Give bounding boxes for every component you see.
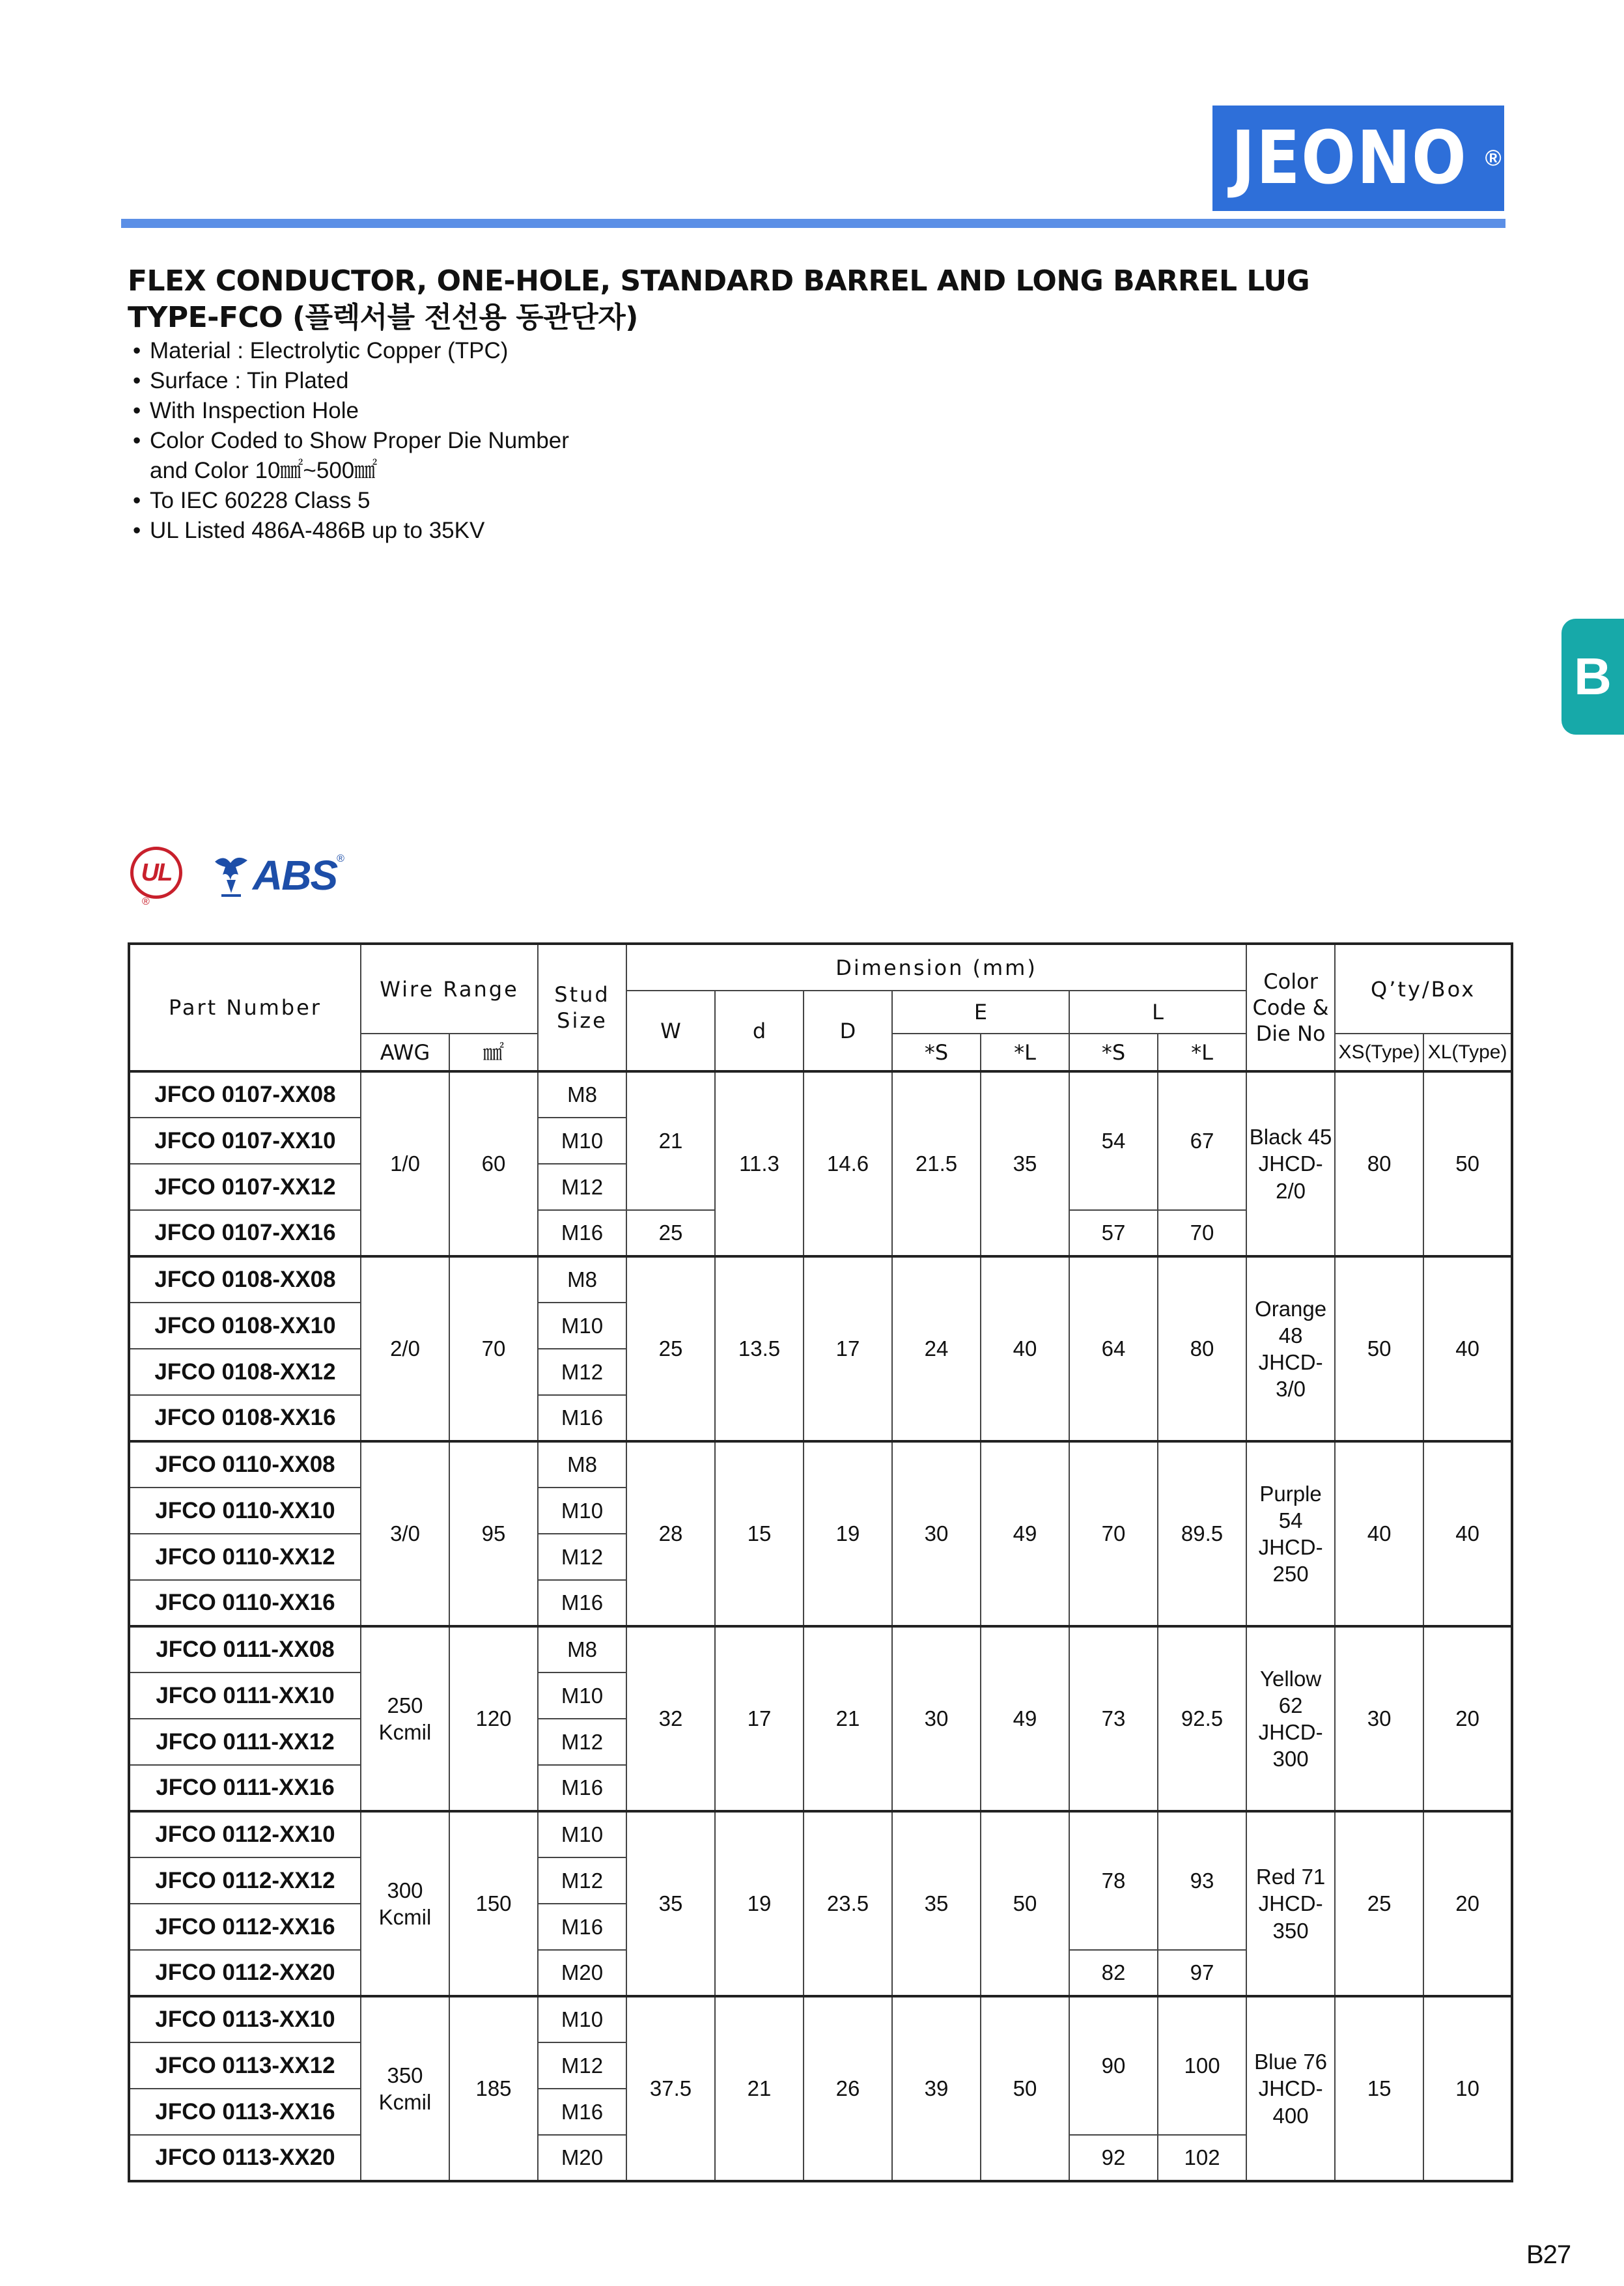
- table-row: [129, 1996, 1512, 2042]
- xs-qty-cell: 80: [1335, 1071, 1423, 1256]
- header-stud-size: Stud Size: [538, 944, 626, 1071]
- table-row: [129, 1811, 1512, 1857]
- color-name: Red 71: [1255, 1865, 1326, 1889]
- part-number-cell: JFCO 0111-XX16: [129, 1765, 361, 1811]
- header-wire-range: Wire Range: [361, 944, 538, 1034]
- xs-qty-cell: 50: [1335, 1256, 1423, 1441]
- w-cell: 28: [626, 1441, 715, 1626]
- l-s-cell: 70: [1069, 1441, 1158, 1626]
- stud-cell: M10: [538, 1996, 626, 2042]
- feature-item: • Surface : Tin Plated: [133, 366, 569, 396]
- xl-qty-cell: 20: [1423, 1811, 1512, 1996]
- d-large-cell: 26: [804, 1996, 892, 2181]
- color-code-cell: [1246, 1441, 1335, 1626]
- l-l-cell: 102: [1158, 2135, 1246, 2181]
- feature-item: • Material : Electrolytic Copper (TPC): [133, 336, 569, 366]
- l-s-cell: 64: [1069, 1256, 1158, 1441]
- xs-qty-cell: 15: [1335, 1996, 1423, 2181]
- color-code-cell: [1246, 1626, 1335, 1811]
- stud-cell: M20: [538, 1950, 626, 1996]
- stud-cell: M12: [538, 1349, 626, 1395]
- e-s-cell: 24: [892, 1256, 981, 1441]
- l-s-cell: 73: [1069, 1626, 1158, 1811]
- ul-listed-logo: UL: [130, 847, 182, 899]
- e-l-cell: 49: [981, 1441, 1069, 1626]
- awg-value: 300: [387, 1878, 423, 1902]
- stud-cell: M12: [538, 1857, 626, 1904]
- awg-unit: Kcmil: [378, 1720, 432, 1744]
- part-number-cell: JFCO 0108-XX16: [129, 1395, 361, 1441]
- color-name: Purple 54: [1259, 1481, 1322, 1532]
- part-number-cell: JFCO 0108-XX10: [129, 1303, 361, 1349]
- stud-cell: M8: [538, 1626, 626, 1672]
- mm2-cell: 70: [449, 1256, 538, 1441]
- header-d-small: d: [715, 991, 804, 1071]
- d-large-cell: 19: [804, 1441, 892, 1626]
- stud-cell: M10: [538, 1303, 626, 1349]
- header-dimension: Dimension (mm): [626, 944, 1246, 991]
- d-large-cell: 17: [804, 1256, 892, 1441]
- header-l-s: *S: [1069, 1034, 1158, 1071]
- part-number-cell: JFCO 0110-XX16: [129, 1580, 361, 1626]
- awg-cell: 2/0: [361, 1256, 449, 1441]
- color-name: Blue 76: [1254, 2050, 1328, 2074]
- stud-cell: M10: [538, 1488, 626, 1534]
- d-small-cell: 19: [715, 1811, 804, 1996]
- awg-unit: Kcmil: [378, 2090, 432, 2114]
- part-number-cell: JFCO 0113-XX12: [129, 2042, 361, 2089]
- part-number-cell: JFCO 0111-XX08: [129, 1626, 361, 1672]
- header-color-code: Color Code & Die No: [1246, 944, 1335, 1071]
- e-l-cell: 50: [981, 1996, 1069, 2181]
- part-number-cell: JFCO 0113-XX10: [129, 1996, 361, 2042]
- awg-cell: 3/0: [361, 1441, 449, 1626]
- stud-cell: M8: [538, 1256, 626, 1303]
- part-number-cell: JFCO 0108-XX08: [129, 1256, 361, 1303]
- d-small-cell: 13.5: [715, 1256, 804, 1441]
- part-number-cell: JFCO 0112-XX10: [129, 1811, 361, 1857]
- e-s-cell: 39: [892, 1996, 981, 2181]
- stud-cell: M16: [538, 1765, 626, 1811]
- e-s-cell: 21.5: [892, 1071, 981, 1256]
- die-number: JHCD-300: [1258, 1720, 1323, 1771]
- xs-qty-cell: 25: [1335, 1811, 1423, 1996]
- header-qty-box: Q’ty/Box: [1335, 944, 1512, 1034]
- die-number: JHCD-400: [1258, 2076, 1323, 2128]
- d-small-cell: 15: [715, 1441, 804, 1626]
- title-line-2: TYPE-FCO (플렉서블 전선용 동관단자): [128, 301, 638, 334]
- mm2-cell: 150: [449, 1811, 538, 1996]
- header-awg: AWG: [361, 1034, 449, 1071]
- stud-cell: M10: [538, 1811, 626, 1857]
- w-cell: 21: [626, 1071, 715, 1210]
- part-number-cell: JFCO 0108-XX12: [129, 1349, 361, 1395]
- stud-cell: M16: [538, 1395, 626, 1441]
- e-l-cell: 35: [981, 1071, 1069, 1256]
- stud-cell: M20: [538, 2135, 626, 2181]
- awg-value: 350: [387, 2063, 423, 2087]
- ul-registered-mark: ®: [142, 896, 150, 907]
- e-s-cell: 35: [892, 1811, 981, 1996]
- d-small-cell: 21: [715, 1996, 804, 2181]
- xs-qty-cell: 40: [1335, 1441, 1423, 1626]
- l-l-cell: 100: [1158, 1996, 1246, 2135]
- header-mm2: ㎟: [449, 1034, 538, 1071]
- l-l-cell: 92.5: [1158, 1626, 1246, 1811]
- color-name: Orange 48: [1255, 1296, 1327, 1348]
- l-s-cell: 90: [1069, 1996, 1158, 2135]
- part-number-cell: JFCO 0111-XX10: [129, 1672, 361, 1719]
- w-cell: 37.5: [626, 1996, 715, 2181]
- l-l-cell: 97: [1158, 1950, 1246, 1996]
- part-number-cell: JFCO 0111-XX12: [129, 1719, 361, 1765]
- part-number-cell: JFCO 0113-XX20: [129, 2135, 361, 2181]
- die-number: JHCD-350: [1258, 1891, 1323, 1943]
- die-number: JHCD-3/0: [1258, 1350, 1323, 1402]
- color-code-cell: [1246, 1996, 1335, 2181]
- registered-mark: ®: [1485, 145, 1502, 171]
- stud-cell: M8: [538, 1441, 626, 1488]
- stud-cell: M10: [538, 1672, 626, 1719]
- eagle-icon: [212, 851, 250, 899]
- feature-item: • Color Coded to Show Proper Die Number: [133, 426, 569, 456]
- l-s-cell: 54: [1069, 1071, 1158, 1210]
- header-rule: [121, 219, 1505, 228]
- xl-qty-cell: 50: [1423, 1071, 1512, 1256]
- xl-qty-cell: 40: [1423, 1441, 1512, 1626]
- stud-cell: M10: [538, 1118, 626, 1164]
- l-s-cell: 82: [1069, 1950, 1158, 1996]
- color-name: Black 45: [1249, 1125, 1332, 1150]
- brand-name: JEONO: [1231, 116, 1468, 201]
- stud-cell: M12: [538, 2042, 626, 2089]
- color-name: Yellow 62: [1259, 1666, 1322, 1717]
- part-number-cell: JFCO 0110-XX10: [129, 1488, 361, 1534]
- feature-list: [133, 336, 569, 546]
- mm2-cell: 95: [449, 1441, 538, 1626]
- header-l: L: [1069, 991, 1246, 1034]
- d-large-cell: 21: [804, 1626, 892, 1811]
- w-cell: 32: [626, 1626, 715, 1811]
- table-row: [129, 1626, 1512, 1672]
- w-cell: 35: [626, 1811, 715, 1996]
- header-xs-type: XS(Type): [1335, 1034, 1423, 1071]
- spec-table: [128, 942, 1513, 2182]
- brand-logo: [1212, 106, 1504, 211]
- color-code-cell: [1246, 1071, 1335, 1256]
- e-s-cell: 30: [892, 1441, 981, 1626]
- part-number-cell: JFCO 0112-XX20: [129, 1950, 361, 1996]
- mm2-cell: 120: [449, 1626, 538, 1811]
- part-number-cell: JFCO 0112-XX16: [129, 1904, 361, 1950]
- w-cell: 25: [626, 1256, 715, 1441]
- w-cell: 25: [626, 1210, 715, 1256]
- e-l-cell: 40: [981, 1256, 1069, 1441]
- xl-qty-cell: 20: [1423, 1626, 1512, 1811]
- section-tab[interactable]: B: [1561, 619, 1624, 735]
- abs-logo: [212, 849, 344, 901]
- awg-unit: Kcmil: [378, 1905, 432, 1929]
- awg-cell: [361, 1996, 449, 2181]
- l-l-cell: 70: [1158, 1210, 1246, 1256]
- stud-cell: M16: [538, 1904, 626, 1950]
- l-l-cell: 67: [1158, 1071, 1246, 1210]
- feature-item-continued: and Color 10㎟~500㎟: [150, 458, 378, 483]
- mm2-cell: 60: [449, 1071, 538, 1256]
- header-e-l: *L: [981, 1034, 1069, 1071]
- l-s-cell: 92: [1069, 2135, 1158, 2181]
- feature-item: • To IEC 60228 Class 5: [133, 486, 569, 516]
- l-s-cell: 57: [1069, 1210, 1158, 1256]
- mm2-cell: 185: [449, 1996, 538, 2181]
- d-large-cell: 14.6: [804, 1071, 892, 1256]
- l-l-cell: 80: [1158, 1256, 1246, 1441]
- header-xl-type: XL(Type): [1423, 1034, 1512, 1071]
- xl-qty-cell: 40: [1423, 1256, 1512, 1441]
- part-number-cell: JFCO 0112-XX12: [129, 1857, 361, 1904]
- die-number: JHCD-2/0: [1258, 1151, 1323, 1203]
- table-row: [129, 1256, 1512, 1303]
- d-small-cell: 17: [715, 1626, 804, 1811]
- part-number-cell: JFCO 0113-XX16: [129, 2089, 361, 2135]
- stud-cell: M12: [538, 1719, 626, 1765]
- part-number-cell: JFCO 0107-XX08: [129, 1071, 361, 1118]
- l-s-cell: 78: [1069, 1811, 1158, 1950]
- abs-registered-mark: ®: [337, 853, 344, 864]
- awg-cell: [361, 1626, 449, 1811]
- d-small-cell: 11.3: [715, 1071, 804, 1256]
- d-large-cell: 23.5: [804, 1811, 892, 1996]
- l-l-cell: 93: [1158, 1811, 1246, 1950]
- title-line-1: FLEX CONDUCTOR, ONE-HOLE, STANDARD BARREL AND LONG BARREL LUG: [128, 264, 1310, 298]
- xl-qty-cell: 10: [1423, 1996, 1512, 2181]
- stud-cell: M12: [538, 1534, 626, 1580]
- page-number: B27: [1526, 2240, 1571, 2269]
- header-w: W: [626, 991, 715, 1071]
- awg-cell: 1/0: [361, 1071, 449, 1256]
- page-title: [128, 263, 1309, 336]
- awg-cell: [361, 1811, 449, 1996]
- part-number-cell: JFCO 0107-XX12: [129, 1164, 361, 1210]
- l-l-cell: 89.5: [1158, 1441, 1246, 1626]
- xs-qty-cell: 30: [1335, 1626, 1423, 1811]
- header-e: E: [892, 991, 1069, 1034]
- part-number-cell: JFCO 0110-XX12: [129, 1534, 361, 1580]
- stud-cell: M16: [538, 2089, 626, 2135]
- color-code-cell: [1246, 1811, 1335, 1996]
- die-number: JHCD-250: [1258, 1535, 1323, 1587]
- stud-cell: M8: [538, 1071, 626, 1118]
- e-l-cell: 50: [981, 1811, 1069, 1996]
- header-part-number: Part Number: [129, 944, 361, 1071]
- feature-item: • With Inspection Hole: [133, 396, 569, 426]
- table-row: [129, 1071, 1512, 1118]
- stud-cell: M12: [538, 1164, 626, 1210]
- part-number-cell: JFCO 0107-XX16: [129, 1210, 361, 1256]
- header-l-l: *L: [1158, 1034, 1246, 1071]
- table-row: [129, 1441, 1512, 1488]
- stud-cell: M16: [538, 1580, 626, 1626]
- part-number-cell: JFCO 0110-XX08: [129, 1441, 361, 1488]
- header-e-s: *S: [892, 1034, 981, 1071]
- abs-wordmark: ABS: [253, 852, 337, 899]
- feature-item: • UL Listed 486A-486B up to 35KV: [133, 516, 569, 546]
- color-code-cell: [1246, 1256, 1335, 1441]
- header-d-large: D: [804, 991, 892, 1071]
- table-body: [129, 1071, 1512, 2181]
- e-l-cell: 49: [981, 1626, 1069, 1811]
- part-number-cell: JFCO 0107-XX10: [129, 1118, 361, 1164]
- e-s-cell: 30: [892, 1626, 981, 1811]
- stud-cell: M16: [538, 1210, 626, 1256]
- table-header: [129, 944, 1512, 1071]
- awg-value: 250: [387, 1693, 423, 1717]
